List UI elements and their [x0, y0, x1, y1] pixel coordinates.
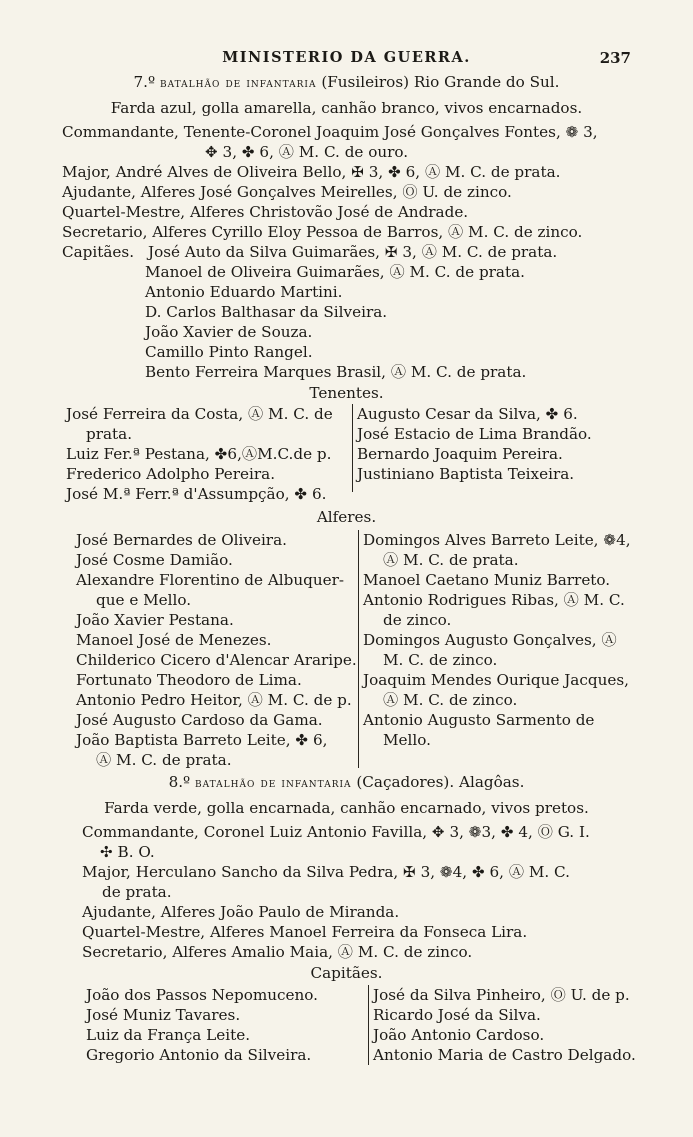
list-item: Fortunato Theodoro de Lima.: [76, 671, 302, 689]
bat7-alferes-right: [358, 530, 653, 768]
list-item: José da Silva Pinheiro, Ⓞ U. de p.: [373, 986, 630, 1004]
bat8-commandante: Commandante, Coronel Luiz Antonio Favilla, ✥ 3, ❁3, ✤ 4, Ⓞ G. I.: [82, 823, 590, 841]
list-item: Manoel Caetano Muniz Barreto.: [363, 571, 611, 589]
list-item: Mello.: [383, 731, 431, 749]
list-item: Domingos Augusto Gonçalves, Ⓐ: [363, 631, 617, 649]
bat8-heading-number: 8.º: [168, 773, 191, 791]
bat8-commandante-cont: ✣ B. O.: [100, 843, 155, 861]
list-item: Luiz Fer.ª Pestana, ✤6,ⒶM.C.de p.: [66, 445, 332, 463]
bat8-uniform: Farda verde, golla encarnada, canhão encarnado, vivos pretos.: [104, 799, 589, 817]
bat8-heading: [0, 772, 693, 794]
bat7-captain: Bento Ferreira Marques Brasil, Ⓐ M. C. de prata.: [145, 363, 527, 381]
list-item: José Augusto Cardoso da Gama.: [76, 711, 323, 729]
bat7-tenentes-left: [66, 404, 346, 504]
list-item: Bernardo Joaquim Pereira.: [357, 445, 563, 463]
bat7-uniform: Farda azul, golla amarella, canhão branco, vivos encarnados.: [110, 99, 583, 117]
list-item: José Cosme Damião.: [76, 551, 233, 569]
bat8-captains-left: [86, 985, 366, 1065]
list-item: Antonio Rodrigues Ribas, Ⓐ M. C.: [363, 591, 625, 609]
bat7-alferes-label: Alferes.: [316, 508, 377, 526]
list-item: João Baptista Barreto Leite, ✤ 6,: [76, 731, 328, 749]
list-item: Childerico Cicero d'Alencar Araripe.: [76, 651, 357, 669]
bat7-captain: Antonio Eduardo Martini.: [145, 283, 343, 301]
page-title: MINISTERIO DA GUERRA.: [222, 49, 471, 66]
list-item: que e Mello.: [96, 591, 192, 609]
bat8-heading-rest: (Caçadores). Alagôas.: [356, 773, 525, 791]
bat7-captain: José Auto da Silva Guimarães, ✠ 3, Ⓐ M. C. de prata.: [148, 243, 558, 261]
list-item: Alexandre Florentino de Albuquer-: [76, 571, 345, 589]
bat7-major: Major, André Alves de Oliveira Bello, ✠ 3, ✤ 6, Ⓐ M. C. de prata.: [62, 163, 561, 181]
list-item: Augusto Cesar da Silva, ✤ 6.: [357, 405, 578, 423]
list-item: Luiz da França Leite.: [86, 1026, 251, 1044]
list-item: prata.: [86, 425, 133, 443]
bat7-alferes-left: [76, 530, 356, 770]
bat7-heading-rest: (Fusileiros) Rio Grande do Sul.: [321, 73, 560, 91]
list-item: Antonio Maria de Castro Delgado.: [373, 1046, 636, 1064]
bat8-quartel-mestre: Quartel-Mestre, Alferes Manoel Ferreira da Fonseca Lira.: [82, 923, 528, 941]
bat7-commandante-cont: ✥ 3, ✤ 6, Ⓐ M. C. de ouro.: [205, 143, 409, 161]
list-item: João Antonio Cardoso.: [373, 1026, 545, 1044]
list-item: Antonio Augusto Sarmento de: [363, 711, 595, 729]
bat8-heading-smallcaps: batalhão de infantaria: [195, 776, 352, 791]
list-item: José Bernardes de Oliveira.: [76, 531, 287, 549]
running-head: [0, 48, 693, 70]
list-item: Ⓐ M. C. de prata.: [96, 751, 232, 769]
bat7-ajudante: Ajudante, Alferes José Gonçalves Meirelles, Ⓞ U. de zinco.: [62, 183, 512, 201]
list-item: Manoel José de Menezes.: [76, 631, 272, 649]
list-item: José Estacio de Lima Brandão.: [357, 425, 592, 443]
list-item: João Xavier Pestana.: [76, 611, 234, 629]
bat7-heading: [0, 72, 693, 94]
list-item: Ricardo José da Silva.: [373, 1006, 541, 1024]
list-item: João dos Passos Nepomuceno.: [86, 986, 318, 1004]
list-item: M. C. de zinco.: [383, 651, 498, 669]
bat7-tenentes-right: [352, 404, 647, 492]
bat7-secretario: Secretario, Alferes Cyrillo Eloy Pessoa de Barros, Ⓐ M. C. de zinco.: [62, 223, 583, 241]
bat7-heading-number: 7.º: [133, 73, 156, 91]
list-item: Justiniano Baptista Teixeira.: [357, 465, 575, 483]
list-item: Frederico Adolpho Pereira.: [66, 465, 276, 483]
bat8-ajudante: Ajudante, Alferes João Paulo de Miranda.: [82, 903, 400, 921]
bat8-captains-right: [368, 985, 653, 1065]
bat7-captains-label: Capitães.: [62, 243, 135, 261]
bat8-secretario: Secretario, Alferes Amalio Maia, Ⓐ M. C. de zinco.: [82, 943, 473, 961]
bat7-heading-smallcaps: batalhão de infantaria: [159, 76, 317, 91]
list-item: José Muniz Tavares.: [86, 1006, 241, 1024]
bat8-major: Major, Herculano Sancho da Silva Pedra, ✠ 3, ❁4, ✤ 6, Ⓐ M. C.: [82, 863, 570, 881]
bat7-captain: D. Carlos Balthasar da Silveira.: [145, 303, 388, 321]
bat7-captain: Manoel de Oliveira Guimarães, Ⓐ M. C. de prata.: [145, 263, 525, 281]
list-item: Gregorio Antonio da Silveira.: [86, 1046, 312, 1064]
list-item: José M.ª Ferr.ª d'Assumpção, ✤ 6.: [66, 485, 327, 503]
list-item: Joaquim Mendes Ourique Jacques,: [363, 671, 629, 689]
bat7-captain: Camillo Pinto Rangel.: [145, 343, 313, 361]
list-item: Domingos Alves Barreto Leite, ❁4,: [363, 531, 631, 549]
list-item: Antonio Pedro Heitor, Ⓐ M. C. de p.: [76, 691, 352, 709]
bat8-major-cont: de prata.: [102, 883, 172, 901]
list-item: Ⓐ M. C. de zinco.: [383, 691, 518, 709]
bat7-quartel-mestre: Quartel-Mestre, Alferes Christovão José de Andrade.: [62, 203, 469, 221]
bat7-commandante: Commandante, Tenente-Coronel Joaquim José Gonçalves Fontes, ❁ 3,: [62, 123, 598, 141]
bat7-captain: João Xavier de Souza.: [145, 323, 313, 341]
bat7-tenentes-label: Tenentes.: [309, 384, 384, 402]
list-item: de zinco.: [383, 611, 452, 629]
list-item: José Ferreira da Costa, Ⓐ M. C. de: [66, 405, 333, 423]
bat8-captains-label: Capitães.: [310, 964, 383, 982]
page-number: 237: [599, 49, 631, 67]
list-item: Ⓐ M. C. de prata.: [383, 551, 519, 569]
